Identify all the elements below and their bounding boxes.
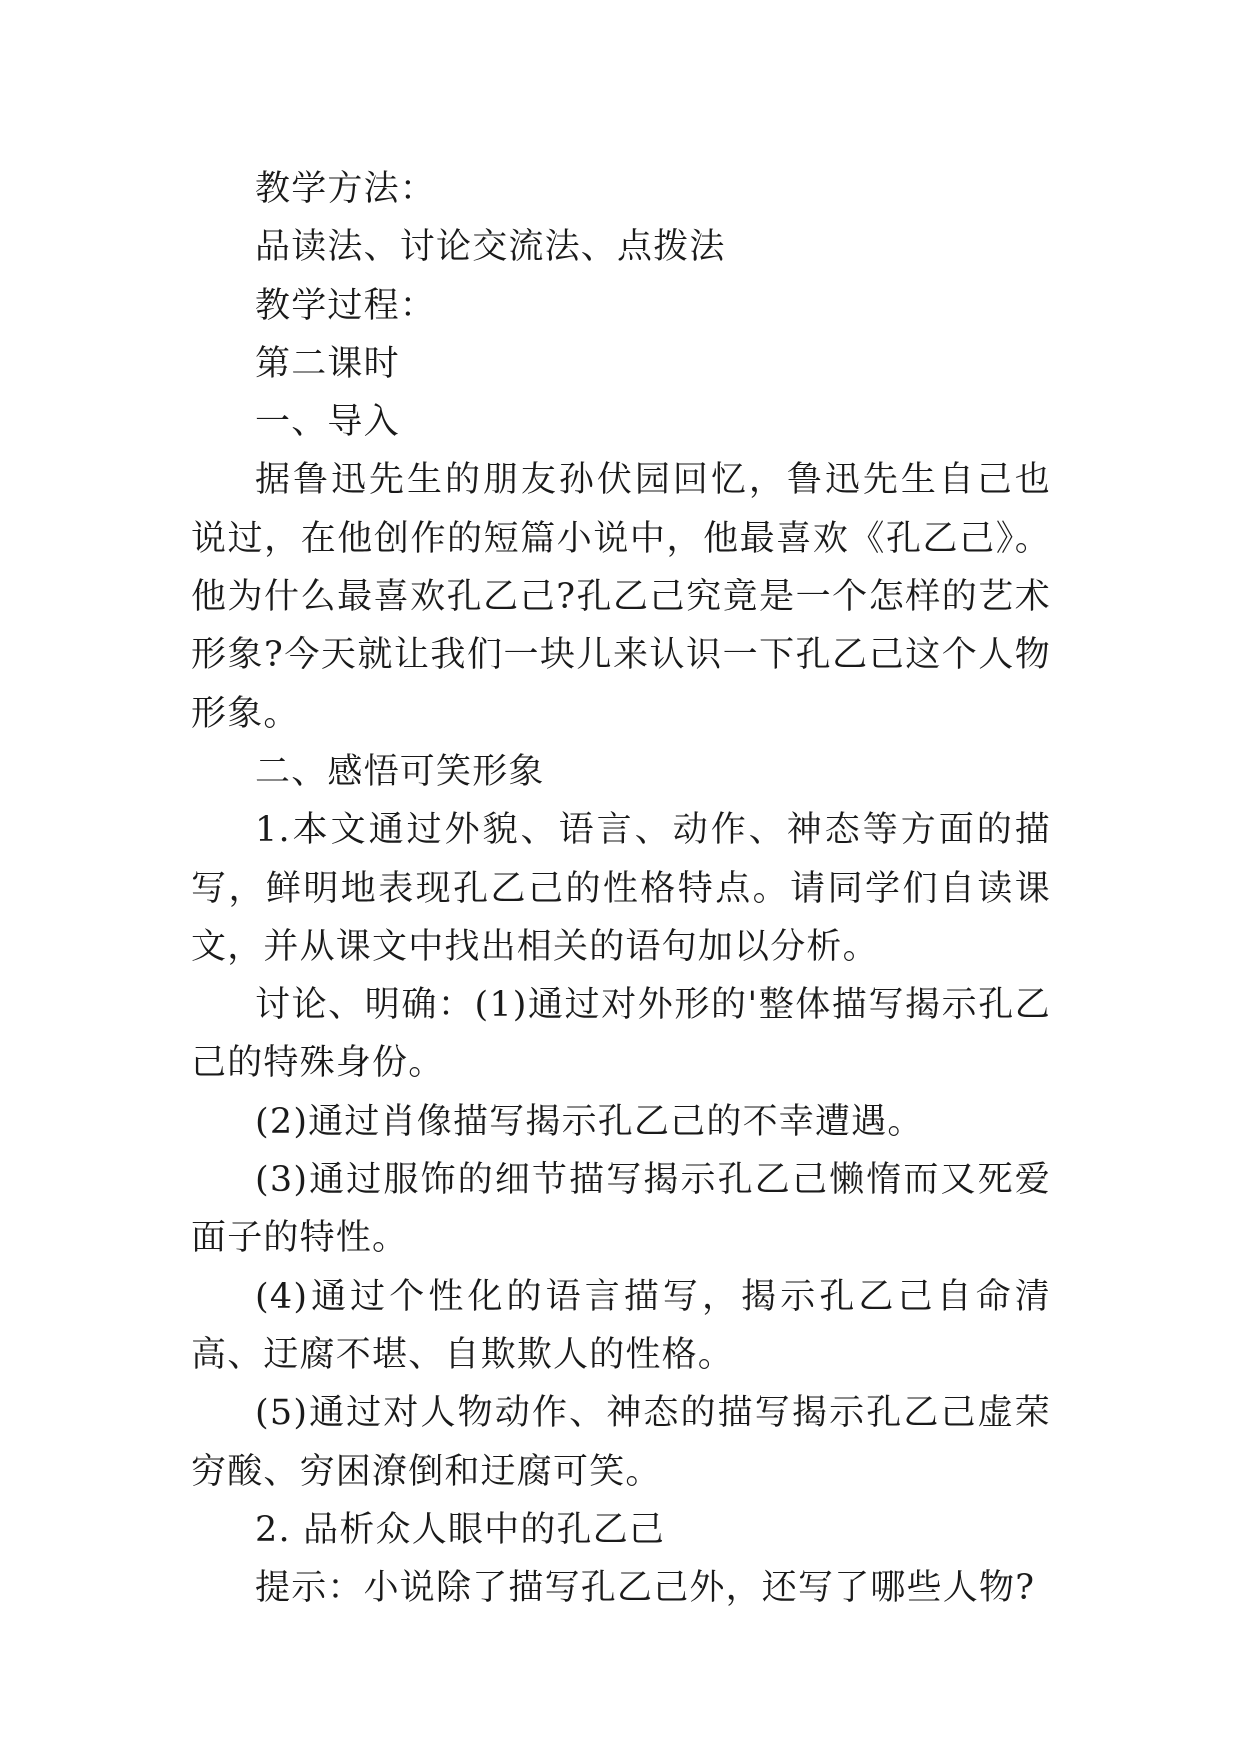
paragraph-item-1: 1.本文通过外貌、语言、动作、神态等方面的描写，鲜明地表现孔乙己的性格特点。请同学们自读课文，并从课文中找出相关的语句加以分析。 [191, 810, 1051, 967]
paragraph-item-2: 2. 品析众人眼中的孔乙己 [255, 1509, 666, 1550]
paragraph-teaching-method-heading: 教学方法： [255, 169, 437, 209]
paragraph-discussion-1: 讨论、明确：(1)通过对外形的'整体描写揭示孔乙己的特殊身份。 [191, 985, 1051, 1084]
paragraph-second-lesson: 第二课时 [255, 343, 400, 384]
paragraph-discussion-4: (4)通过个性化的语言描写，揭示孔乙己自命清高、迂腐不堪、自欺欺人的性格。 [191, 1276, 1051, 1375]
paragraph-discussion-3: (3)通过服饰的细节描写揭示孔乙己懒惰而又死爱面子的特性。 [191, 1160, 1051, 1259]
paragraph-introduction-text: 据鲁迅先生的朋友孙伏园回忆，鲁迅先生自己也说过，在他创作的短篇小说中，他最喜欢《孔乙己》。他为什么最喜欢孔乙己?孔乙己究竟是一个怎样的艺术形象?今天就让我们一块儿来认识一下孔乙己这个人物形象。 [191, 460, 1051, 734]
paragraph-discussion-5: (5)通过对人物动作、神态的描写揭示孔乙己虚荣穷酸、穷困潦倒和迂腐可笑。 [191, 1393, 1051, 1492]
document-body [191, 160, 1051, 1617]
paragraph-section-introduction: 一、导入 [255, 402, 400, 443]
paragraph-hint: 提示：小说除了描写孔乙己外，还写了哪些人物? [255, 1568, 1036, 1609]
paragraph-teaching-process-heading: 教学过程： [255, 285, 437, 326]
paragraph-discussion-2: (2)通过肖像描写揭示孔乙己的不幸遭遇。 [255, 1101, 924, 1142]
paragraph-teaching-methods: 品读法、讨论交流法、点拨法 [255, 227, 726, 268]
paragraph-section-two: 二、感悟可笑形象 [255, 751, 545, 792]
